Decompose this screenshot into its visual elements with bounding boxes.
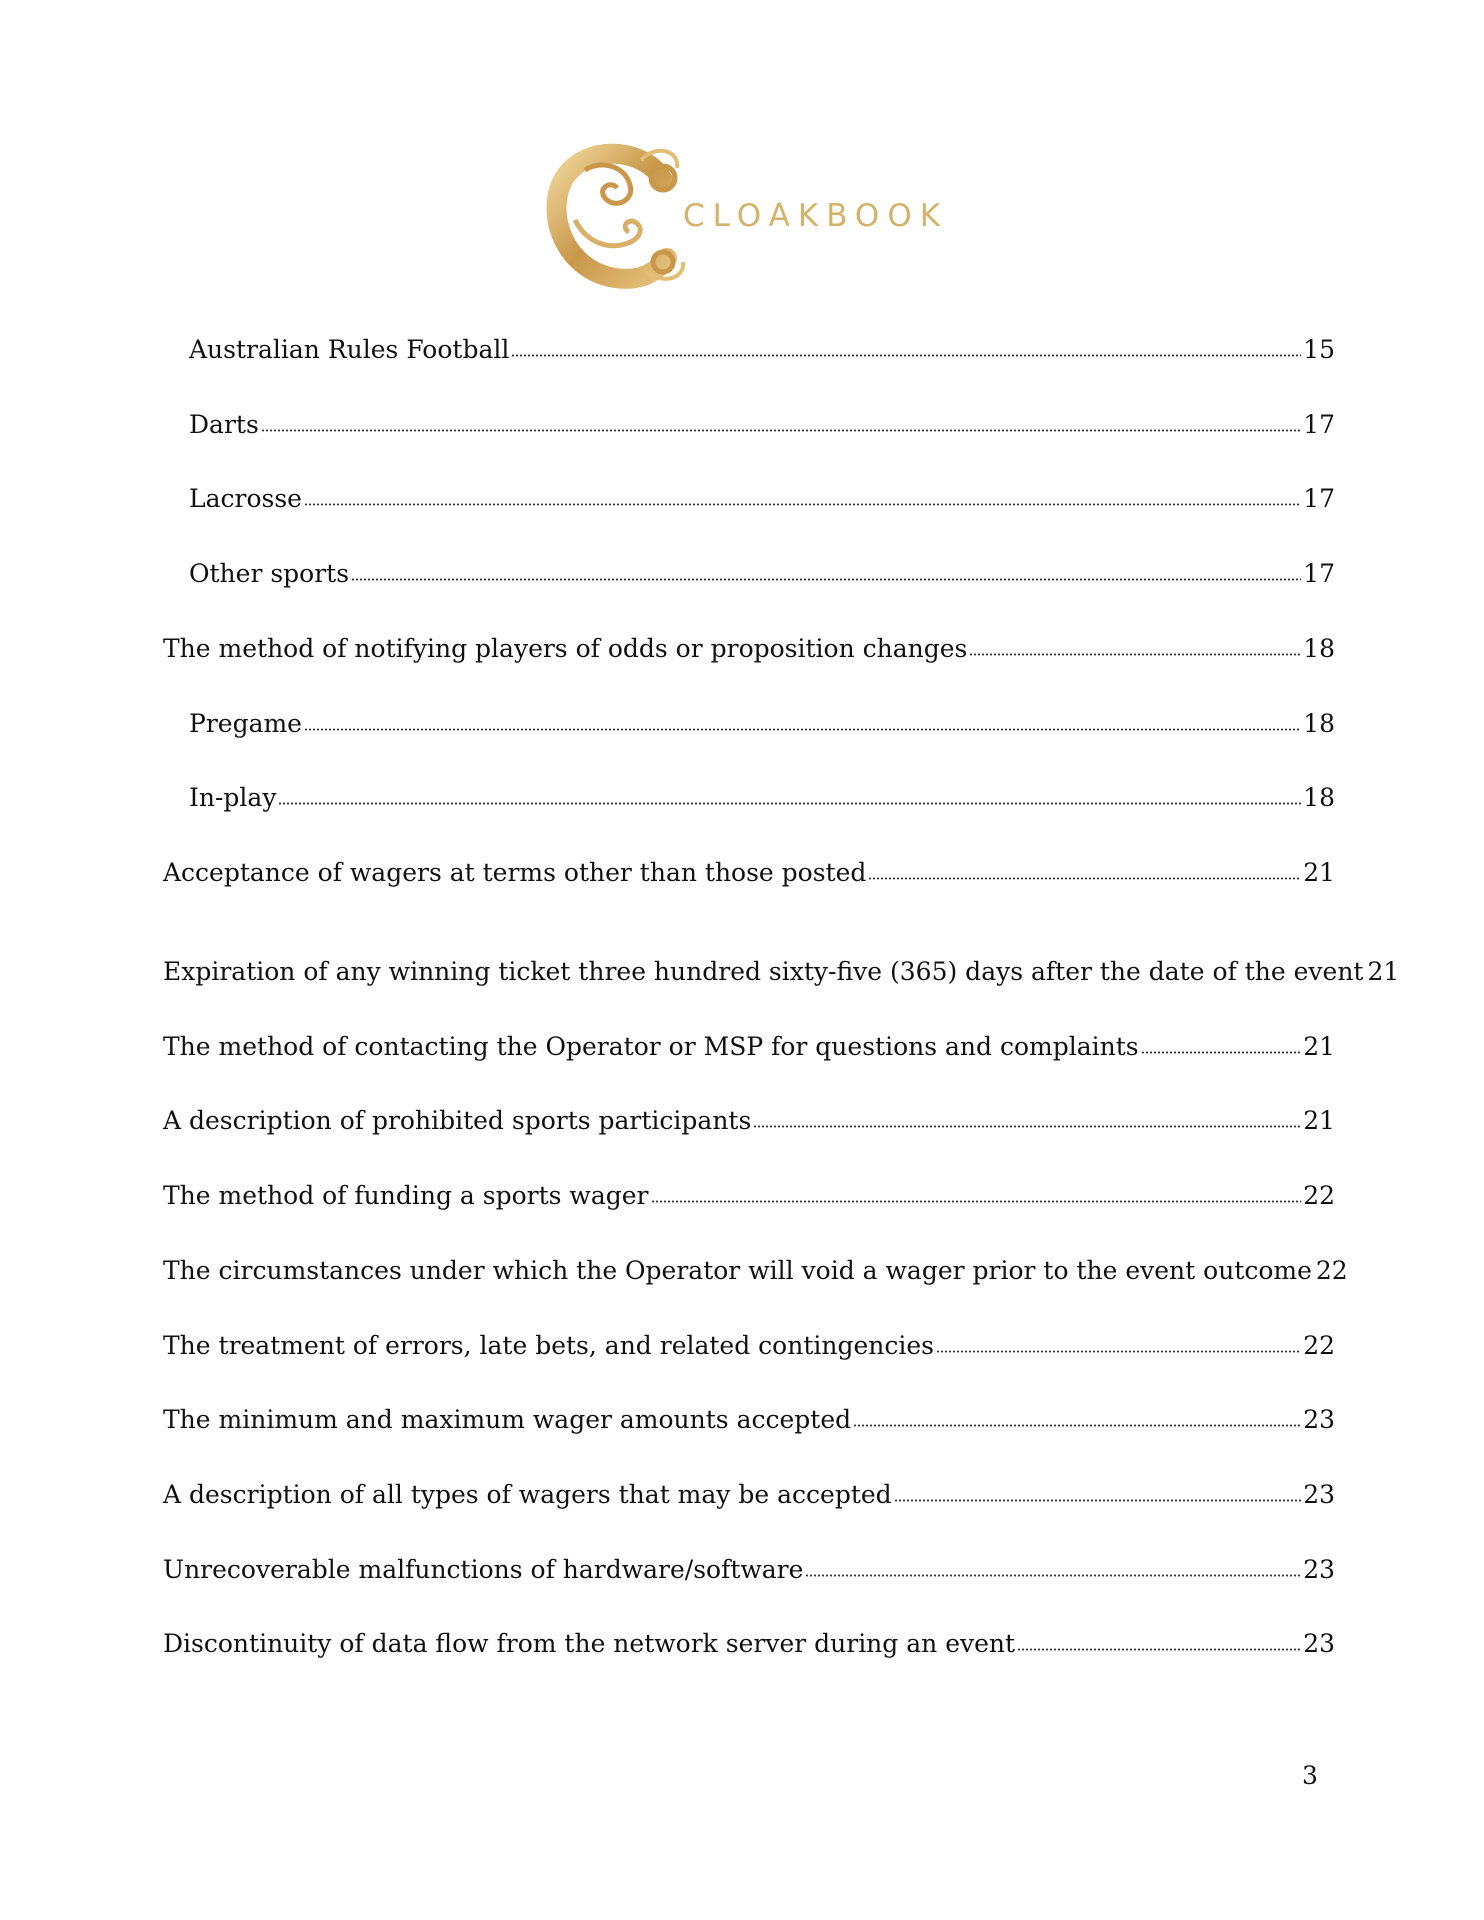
toc-dot-leader: [894, 1498, 1302, 1503]
toc-dot-leader: [1017, 1647, 1301, 1652]
toc-entry-page: 21: [1303, 858, 1335, 887]
toc-dot-leader: [753, 1124, 1301, 1129]
toc-entry[interactable]: [163, 1255, 1348, 1287]
toc-entry-page: 17: [1303, 484, 1335, 513]
toc-entry[interactable]: [163, 1105, 1335, 1137]
toc-entry[interactable]: [189, 708, 1335, 740]
toc-entry-page: 15: [1303, 335, 1335, 364]
toc-entry-title: Darts: [189, 410, 259, 439]
toc-entry[interactable]: [189, 409, 1335, 441]
page-number: 3: [1302, 1761, 1318, 1790]
toc-entry-title: Expiration of any winning ticket three hundred sixty-five (365) days after the date of the event: [163, 957, 1364, 986]
toc-entry[interactable]: [189, 558, 1335, 590]
toc-entry-title: Discontinuity of data flow from the network server during an event: [163, 1629, 1016, 1658]
logo-wordmark: CLOAKBOOK: [683, 198, 949, 234]
toc-entry[interactable]: [163, 1031, 1335, 1063]
toc-entry[interactable]: [163, 857, 1335, 889]
toc-dot-leader: [853, 1423, 1301, 1428]
toc-entry-page: 22: [1315, 1256, 1348, 1285]
toc-entry-title: The method of funding a sports wager: [163, 1181, 649, 1210]
toc-entry-page: 23: [1303, 1629, 1335, 1658]
toc-entry-page: 23: [1303, 1555, 1335, 1584]
toc-entry-page: 18: [1303, 783, 1335, 812]
toc-entry[interactable]: [163, 1628, 1335, 1660]
toc-entry-title: The treatment of errors, late bets, and related contingencies: [163, 1331, 934, 1360]
toc-entry-title: A description of prohibited sports participants: [163, 1106, 752, 1135]
toc-dot-leader: [261, 428, 1301, 433]
toc-dot-leader: [304, 502, 1301, 507]
toc-entry-page: 18: [1303, 709, 1335, 738]
toc-entry-page: 22: [1303, 1331, 1335, 1360]
toc-entry-page: 23: [1303, 1405, 1335, 1434]
toc-dot-leader: [936, 1349, 1301, 1354]
toc-entry-page: 21: [1367, 957, 1400, 986]
toc-entry-title: Lacrosse: [189, 484, 302, 513]
toc-entry[interactable]: [189, 483, 1335, 515]
toc-entry-title: Unrecoverable malfunctions of hardware/software: [163, 1555, 804, 1584]
toc-entry[interactable]: [163, 1554, 1335, 1586]
toc-entry-title: Australian Rules Football: [189, 335, 510, 364]
toc-entry[interactable]: [189, 334, 1335, 366]
toc-dot-leader: [278, 801, 1301, 806]
toc-entry-title: Other sports: [189, 559, 350, 588]
toc-dot-leader: [511, 353, 1301, 358]
toc-dot-leader: [805, 1573, 1301, 1578]
toc-entry-page: 18: [1303, 634, 1335, 663]
toc-entry-page: 21: [1303, 1106, 1335, 1135]
toc-dot-leader: [304, 727, 1301, 732]
toc-entry[interactable]: [163, 633, 1335, 665]
toc-dot-leader: [651, 1199, 1302, 1204]
toc-entry-page: 17: [1303, 410, 1335, 439]
toc-entry-page: 22: [1303, 1181, 1335, 1210]
toc-entry-title: A description of all types of wagers that may be accepted: [163, 1480, 892, 1509]
toc-entry-page: 21: [1303, 1032, 1335, 1061]
toc-entry-title: The method of notifying players of odds or proposition changes: [163, 634, 968, 663]
toc-entry-title: The minimum and maximum wager amounts accepted: [163, 1405, 852, 1434]
toc-entry[interactable]: [189, 782, 1335, 814]
toc-entry-page: 17: [1303, 559, 1335, 588]
toc-entry[interactable]: [163, 1180, 1335, 1212]
toc-entry[interactable]: [163, 1479, 1335, 1511]
toc-entry-title: Pregame: [189, 709, 302, 738]
toc-entry[interactable]: [163, 956, 1400, 988]
toc-dot-leader: [868, 876, 1301, 881]
toc-entry-title: The circumstances under which the Operator will void a wager prior to the event outcome: [163, 1256, 1312, 1285]
toc-entry[interactable]: [163, 1330, 1335, 1362]
toc-entry[interactable]: [163, 1404, 1335, 1436]
toc-entry-title: The method of contacting the Operator or MSP for questions and complaints: [163, 1032, 1139, 1061]
toc-dot-leader: [1141, 1050, 1302, 1055]
toc-entry-page: 23: [1303, 1480, 1335, 1509]
toc-dot-leader: [351, 577, 1301, 582]
toc-dot-leader: [969, 652, 1301, 657]
toc-entry-title: In-play: [189, 783, 277, 812]
toc-entry-title: Acceptance of wagers at terms other than those posted: [163, 858, 867, 887]
